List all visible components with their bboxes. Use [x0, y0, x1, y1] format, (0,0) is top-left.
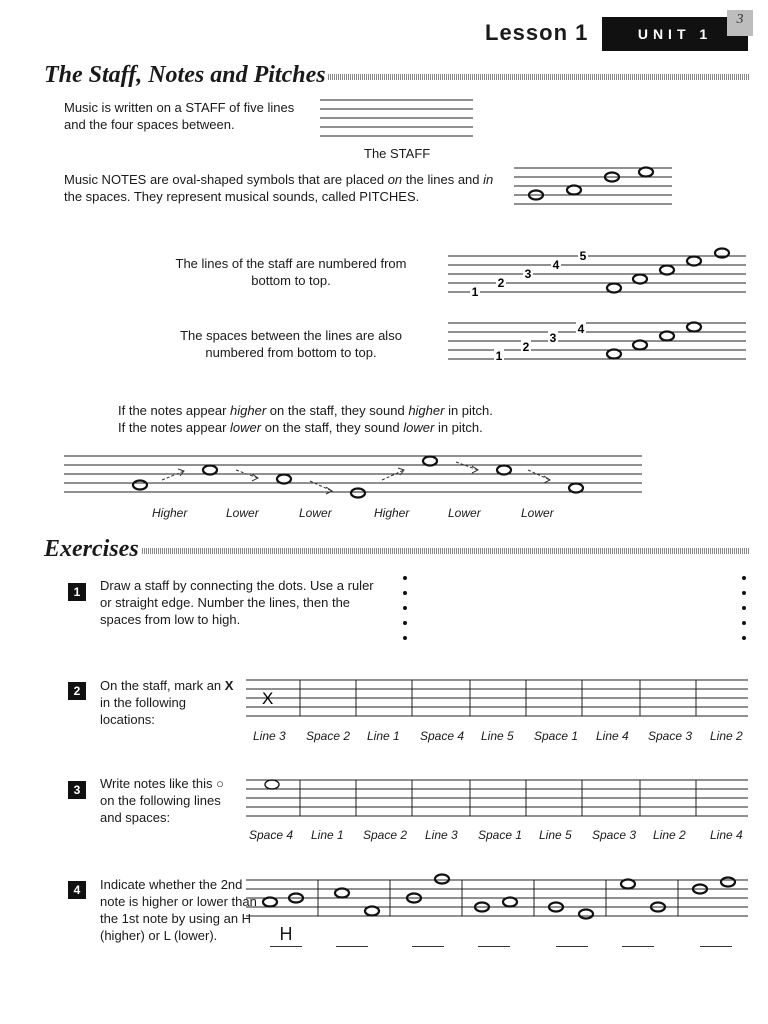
staff-caption: The STAFF [364, 146, 431, 161]
notes-example-staff [514, 164, 674, 206]
note [567, 186, 581, 195]
exercise-number: 3 [68, 781, 86, 799]
note [639, 168, 653, 177]
lesson-title: Lesson 1 [485, 20, 589, 45]
exercise-2-instructions: On the staff, mark an X in the following locations: [100, 678, 234, 727]
line-number: 5 [579, 249, 587, 263]
pitch-direction-staff [64, 450, 644, 500]
answer-blank[interactable] [622, 924, 654, 947]
spaces-numbered-staff [448, 318, 748, 368]
exercise-3-staff[interactable] [246, 776, 750, 820]
staff-example [320, 98, 475, 140]
title-rule [328, 74, 750, 80]
space-number: 3 [549, 331, 557, 345]
space-number: 2 [522, 340, 530, 354]
exercise-2-staff[interactable] [246, 676, 750, 720]
location-label: Space 3 [592, 828, 637, 842]
exercise-2-labels [246, 729, 750, 745]
direction-labels [64, 506, 644, 522]
location-label: Space 1 [478, 828, 523, 842]
section-title: The Staff, Notes and Pitches [44, 62, 326, 88]
location-label: Space 4 [420, 729, 465, 743]
location-label: Line 2 [653, 828, 686, 842]
location-label: Space 1 [534, 729, 579, 743]
space-number: 1 [495, 349, 503, 363]
exercise-3-instructions: Write notes like this ○ on the following lines and spaces: [100, 776, 224, 825]
spaces-description: The spaces between the lines are also numbered from bottom to top. [180, 328, 402, 360]
location-label: Line 4 [710, 828, 743, 842]
direction-label: Lower [448, 506, 481, 520]
lines-description: The lines of the staff are numbered from bottom to top. [175, 256, 407, 288]
arrow-down [456, 462, 478, 470]
line-number: 1 [471, 285, 479, 299]
exercises-rule [142, 548, 750, 554]
arrow-down [528, 470, 550, 480]
example-x-mark: X [262, 689, 274, 708]
direction-label: Lower [521, 506, 554, 520]
location-label: Line 2 [710, 729, 743, 743]
direction-label: Lower [226, 506, 259, 520]
location-label: Line 5 [539, 828, 572, 842]
exercises-title: Exercises [44, 536, 139, 562]
exercise-1-instructions: Draw a staff by connecting the dots. Use a ruler or straight edge. Number the lines, then the spaces from low to high. [100, 578, 374, 627]
example-note [265, 780, 279, 789]
location-label: Space 2 [306, 729, 351, 743]
space-number: 4 [577, 322, 585, 336]
location-label: Line 4 [596, 729, 629, 743]
line-number: 4 [552, 258, 560, 272]
page-number: 3 [727, 10, 753, 36]
staff-description: Music is written on a STAFF of five lines and the four spaces between. [64, 100, 295, 132]
location-label: Space 3 [648, 729, 693, 743]
exercise-3-labels [246, 828, 750, 844]
answer-blank[interactable] [336, 924, 368, 947]
location-label: Space 4 [249, 828, 294, 842]
arrow-up [382, 470, 404, 480]
location-label: Line 1 [367, 729, 400, 743]
dot-grid [398, 570, 754, 648]
lines-numbered-staff [448, 244, 748, 300]
exercise-4-instructions: Indicate whether the 2nd note is higher or lower than the 1st note by using an H (higher) or L (lower). [100, 877, 257, 943]
location-label: Line 1 [311, 828, 344, 842]
direction-label: Higher [374, 506, 410, 520]
exercise-number: 2 [68, 682, 86, 700]
location-label: Line 5 [481, 729, 514, 743]
answer-blank[interactable] [556, 924, 588, 947]
answer-blank[interactable] [478, 924, 510, 947]
pitch-explanation: If the notes appear higher on the staff, they sound higher in pitch. If the notes appear lower on the staff, they sound lower in pitch. [118, 403, 493, 435]
exercise-4-answers [246, 924, 750, 950]
exercise-number: 1 [68, 583, 86, 601]
notes-description: Music NOTES are oval-shaped symbols that are placed on the lines and in the spaces. They represent musical sounds, called PITCHES. [64, 172, 494, 204]
answer-blank[interactable] [700, 924, 732, 947]
unit-badge: UNIT 1 [602, 17, 748, 51]
location-label: Line 3 [253, 729, 286, 743]
answer-blank[interactable]: H [270, 924, 302, 947]
line-number: 3 [524, 267, 532, 281]
direction-label: Higher [152, 506, 188, 520]
line-number: 2 [497, 276, 505, 290]
location-label: Space 2 [363, 828, 408, 842]
exercise-4-staff [246, 870, 750, 922]
direction-label: Lower [299, 506, 332, 520]
exercise-number: 4 [68, 881, 86, 899]
answer-blank[interactable] [412, 924, 444, 947]
location-label: Line 3 [425, 828, 458, 842]
